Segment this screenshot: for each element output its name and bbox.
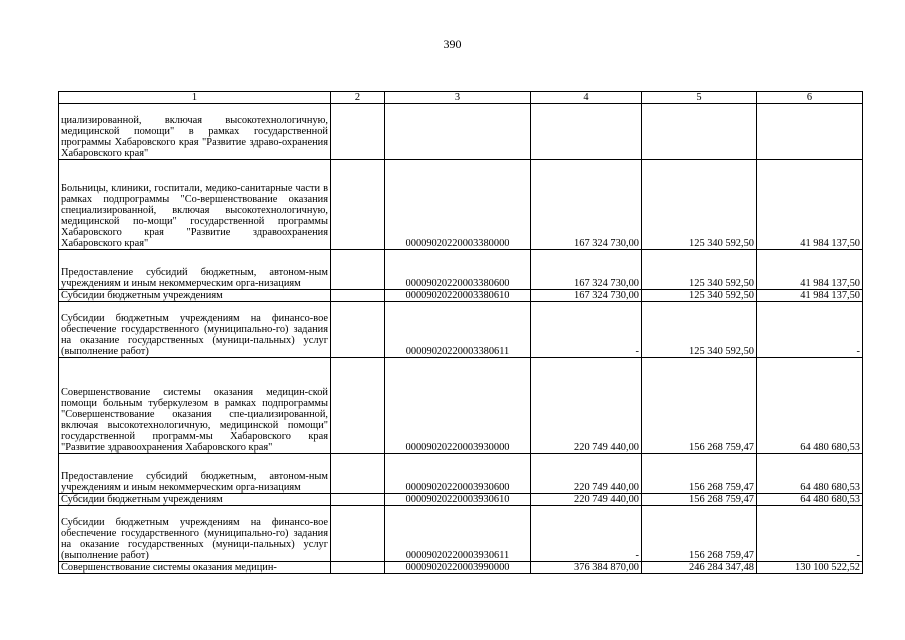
table-row [59,506,863,562]
value-col5-cell: 125 340 592,50 [642,160,757,250]
code-cell: 00009020220003930611 [385,506,531,562]
value-col5-cell: 156 268 759,47 [642,494,757,506]
value-col4-cell: 220 749 440,00 [531,454,642,494]
table-row [59,302,863,358]
col2-cell [331,160,385,250]
item-name-cell: Предоставление субсидий бюджетным, автоном-ным учреждениям и иным некоммерческим орга-низациям [59,250,331,290]
code-cell [385,104,531,160]
code-cell: 00009020220003930600 [385,454,531,494]
value-col4-cell [531,104,642,160]
item-name-cell: Совершенствование системы оказания медицин- [59,562,331,574]
code-cell: 00009020220003380611 [385,302,531,358]
col2-cell [331,290,385,302]
item-name-cell: Совершенствование системы оказания медицин-ской помощи больным туберкулезом в рамках подпрограммы "Совершенствование оказания спе-циализированной, включая высокотехнологичную, медицинской помощи" государственной программ-мы Хабаровского края "Развитие здравоохранения Хабаровского края" [59,358,331,454]
value-col4-cell: 220 749 440,00 [531,494,642,506]
code-cell: 00009020220003930610 [385,494,531,506]
table-row [59,290,863,302]
code-cell: 00009020220003380000 [385,160,531,250]
item-name-cell: Предоставление субсидий бюджетным, автоном-ным учреждениям и иным некоммерческим орга-низациям [59,454,331,494]
value-col4-cell: 167 324 730,00 [531,160,642,250]
code-cell: 00009020220003380600 [385,250,531,290]
value-col6-cell: 41 984 137,50 [757,160,863,250]
table-row [59,250,863,290]
value-col5-cell: 156 268 759,47 [642,506,757,562]
col2-cell [331,494,385,506]
value-col6-cell: 130 100 522,52 [757,562,863,574]
item-name-cell: Субсидии бюджетным учреждениям [59,494,331,506]
value-col5-cell [642,104,757,160]
value-col4-cell: - [531,506,642,562]
value-col4-cell: 220 749 440,00 [531,358,642,454]
column-header: 6 [757,92,863,104]
value-col6-cell: 41 984 137,50 [757,290,863,302]
value-col5-cell: 156 268 759,47 [642,454,757,494]
item-name-cell: Больницы, клиники, госпитали, медико-санитарные части в рамках подпрограммы "Со-вершенствование оказания специализированной, включая высокотехнологичную, медицинской по-мощи" государственной программы Хабаровского края "Развитие здравоохранения Хабаровского края" [59,160,331,250]
value-col4-cell: - [531,302,642,358]
col2-cell [331,104,385,160]
col2-cell [331,454,385,494]
table-header-row [59,92,863,104]
column-header: 4 [531,92,642,104]
value-col6-cell: 64 480 680,53 [757,358,863,454]
col2-cell [331,358,385,454]
table-row [59,454,863,494]
value-col6-cell: 64 480 680,53 [757,494,863,506]
table-row [59,562,863,574]
value-col6-cell: 41 984 137,50 [757,250,863,290]
value-col4-cell: 376 384 870,00 [531,562,642,574]
col2-cell [331,506,385,562]
column-header: 2 [331,92,385,104]
item-name-cell: Субсидии бюджетным учреждениям на финансо-вое обеспечение государственного (муниципально-го) задания на оказание государственных (муници-пальных) услуг (выполнение работ) [59,302,331,358]
value-col4-cell: 167 324 730,00 [531,290,642,302]
value-col6-cell: - [757,506,863,562]
table-row [59,494,863,506]
item-name-cell: Субсидии бюджетным учреждениям [59,290,331,302]
value-col5-cell: 125 340 592,50 [642,302,757,358]
value-col4-cell: 167 324 730,00 [531,250,642,290]
value-col6-cell [757,104,863,160]
code-cell: 00009020220003990000 [385,562,531,574]
value-col5-cell: 125 340 592,50 [642,250,757,290]
item-name-cell: циализированной, включая высокотехнологичную, медицинской помощи" в рамках государственной программы Хабаровского края "Развитие здраво-охранения Хабаровского края" [59,104,331,160]
value-col5-cell: 125 340 592,50 [642,290,757,302]
column-header: 1 [59,92,331,104]
value-col5-cell: 246 284 347,48 [642,562,757,574]
column-header: 3 [385,92,531,104]
col2-cell [331,562,385,574]
table-row [59,160,863,250]
budget-table [58,91,863,574]
col2-cell [331,302,385,358]
code-cell: 00009020220003380610 [385,290,531,302]
value-col5-cell: 156 268 759,47 [642,358,757,454]
column-header: 5 [642,92,757,104]
table-row [59,104,863,160]
item-name-cell: Субсидии бюджетным учреждениям на финансо-вое обеспечение государственного (муниципально-го) задания на оказание государственных (муници-пальных) услуг (выполнение работ) [59,506,331,562]
col2-cell [331,250,385,290]
page-number: 390 [443,37,462,51]
value-col6-cell: - [757,302,863,358]
code-cell: 00009020220003930000 [385,358,531,454]
table-row [59,358,863,454]
value-col6-cell: 64 480 680,53 [757,454,863,494]
